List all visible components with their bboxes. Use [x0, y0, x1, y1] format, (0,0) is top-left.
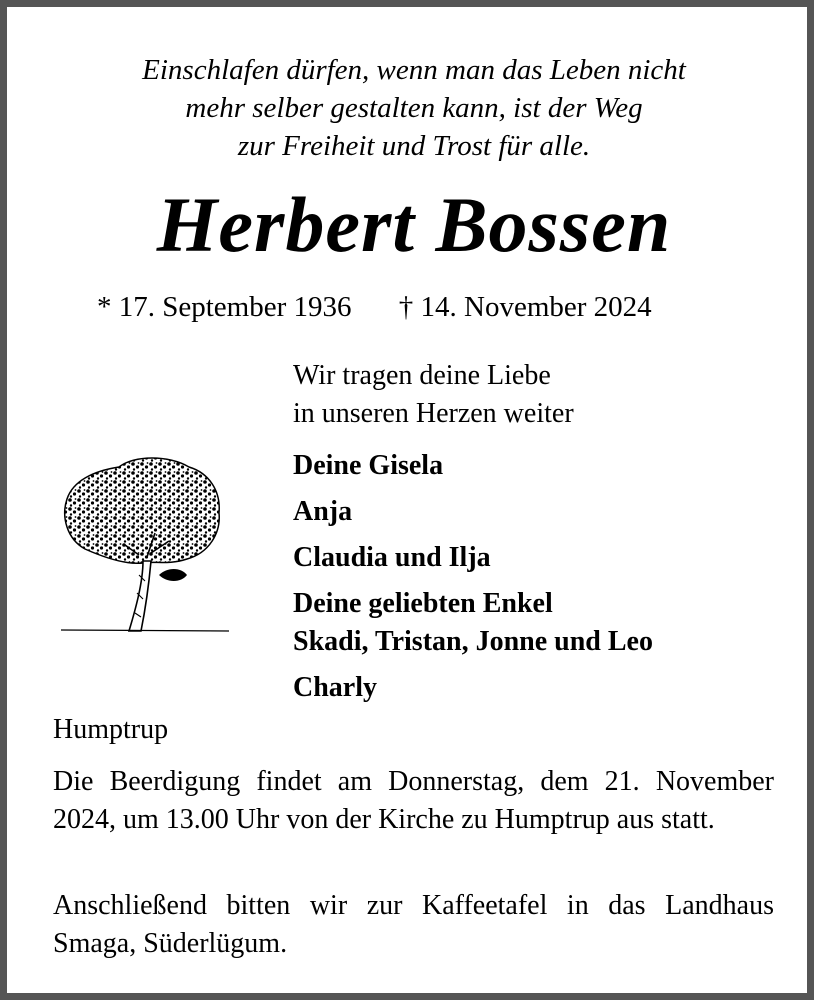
quote-line: in unseren Herzen weiter	[293, 398, 574, 429]
deceased-name: Herbert Bossen	[156, 181, 672, 268]
family-member: Charly	[293, 672, 377, 703]
family-member: Skadi, Tristan, Jonne und Leo	[293, 626, 653, 657]
birth-date: * 17. September 1936	[97, 291, 352, 323]
family-list	[293, 447, 653, 707]
family-member: Deine geliebten Enkel	[293, 588, 553, 619]
memorial-quote	[293, 357, 574, 433]
family-member: Claudia und Ilja	[293, 542, 491, 573]
funeral-notice: Die Beerdigung findet am Donnerstag, dem 21. November 2024, um 13.00 Uhr von der Kirche zu Humptrup aus statt.	[53, 766, 774, 835]
tree-icon	[59, 453, 231, 639]
family-member: Deine Gisela	[293, 450, 444, 481]
place-name: Humptrup	[53, 714, 169, 745]
death-date: † 14. November 2024	[398, 291, 652, 323]
motto	[47, 51, 781, 165]
reception-notice: Anschließend bitten wir zur Kaffeetafel in das Landhaus Smaga, Süderlügum.	[53, 890, 774, 959]
motto-line: mehr selber gestalten kann, ist der Weg	[185, 92, 643, 124]
life-dates	[97, 287, 652, 327]
family-member: Anja	[293, 496, 353, 527]
motto-line: zur Freiheit und Trost für alle.	[237, 130, 591, 162]
motto-line: Einschlafen dürfen, wenn man das Leben nicht	[142, 54, 686, 86]
quote-line: Wir tragen deine Liebe	[293, 360, 551, 391]
